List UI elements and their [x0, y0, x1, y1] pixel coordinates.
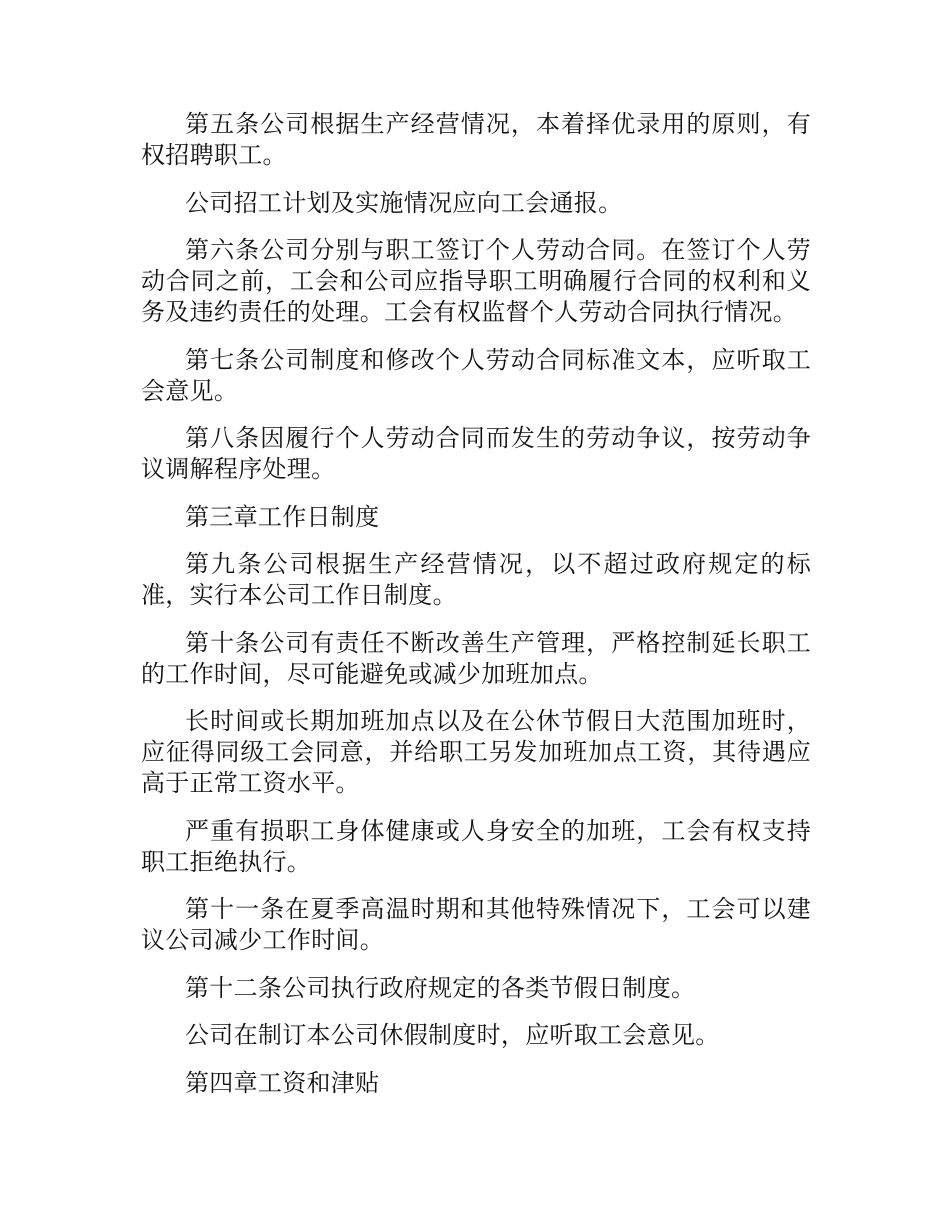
- article-12-paragraph: 第十二条公司执行政府规定的各类节假日制度。: [185, 973, 696, 1002]
- article-6-paragraph: 第六条公司分别与职工签订个人劳动合同。在签订个人劳动合同之前，工会和公司应指导职工明确履行合同的权利和义务及违约责任的处理。工会有权监督个人劳动合同执行情况。: [141, 236, 811, 326]
- leave-policy-paragraph: 公司在制订本公司休假制度时，应听取工会意见。: [185, 1021, 720, 1049]
- document-body: [141, 109, 811, 1115]
- recruitment-report-paragraph: 公司招工计划及实施情况应向工会通报。: [185, 188, 623, 217]
- overtime-consent-paragraph: 长时间或长期加班加点以及在公休节假日大范围加班时，应征得同级工会同意，并给职工另发加班加点工资，其待遇应高于正常工资水平。: [141, 707, 811, 797]
- article-10-paragraph: 第十条公司有责任不断改善生产管理，严格控制延长职工的工作时间，尽可能避免或减少加班加点。: [141, 628, 811, 688]
- article-9-paragraph: 第九条公司根据生产经营情况，以不超过政府规定的标准，实行本公司工作日制度。: [141, 550, 811, 609]
- article-7-paragraph: 第七条公司制度和修改个人劳动合同标准文本，应听取工会意见。: [141, 345, 811, 405]
- chapter-3-heading: 第三章工作日制度: [185, 502, 380, 531]
- article-5-paragraph: 第五条公司根据生产经营情况，本着择优录用的原则，有权招聘职工。: [141, 110, 811, 169]
- article-8-paragraph: 第八条因履行个人劳动合同而发生的劳动争议，按劳动争议调解程序处理。: [141, 424, 811, 483]
- chapter-4-heading: 第四章工资和津贴: [185, 1068, 380, 1097]
- unsafe-overtime-paragraph: 严重有损职工身体健康或人身安全的加班，工会有权支持职工拒绝执行。: [141, 816, 811, 876]
- article-11-paragraph: 第十一条在夏季高温时期和其他特殊情况下，工会可以建议公司减少工作时间。: [141, 895, 811, 954]
